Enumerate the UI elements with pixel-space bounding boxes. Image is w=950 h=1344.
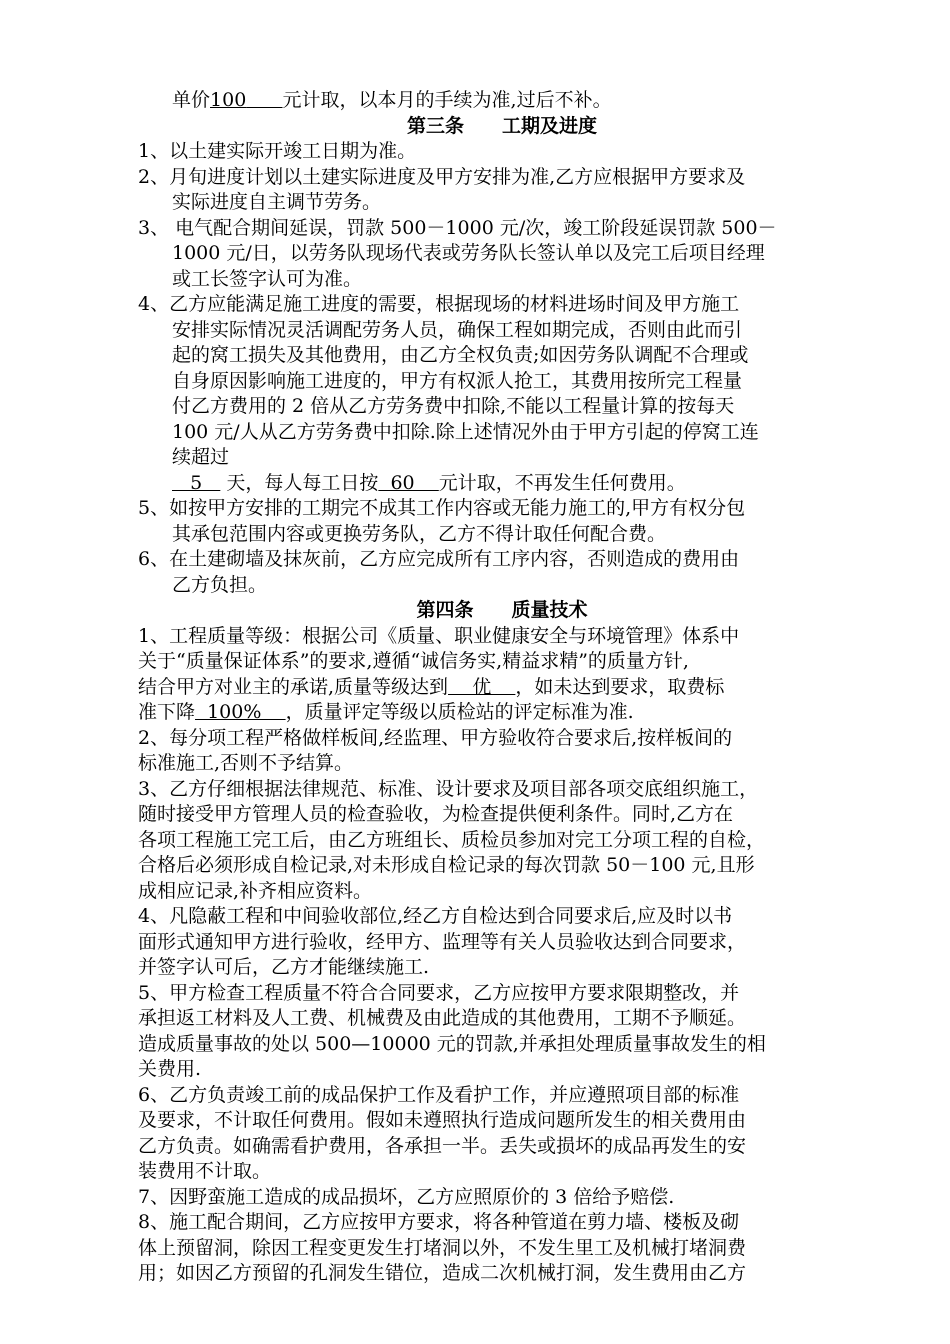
article-3-item-4: 4、乙方应能满足施工进度的需要，根据现场的材料进场时间及甲方施工 — [138, 293, 740, 315]
article-4-para-2-cont: 标准施工,否则不予结算。 — [138, 752, 354, 774]
article-4-para-3-cont: 各项工程施工完工后，由乙方班组长、质检员参加对完工分项工程的自检， — [138, 828, 766, 851]
article-4-para-4-cont: 面形式通知甲方进行验收，经甲方、监理等有关人员验收达到合同要求， — [138, 930, 747, 953]
article-4-para-6: 6、乙方负责竣工前的成品保护工作及看护工作，并应遵照项目部的标准 — [138, 1083, 740, 1106]
fee-reduction-field: 100% — [195, 701, 286, 723]
article-3-item-2: 2、月旬进度计划以土建实际进度及甲方安排为准,乙方应根据甲方要求及 — [138, 165, 746, 188]
daily-rate-field: 60 — [378, 471, 439, 494]
article-4-para-4-cont: 并签字认可后，乙方才能继续施工. — [138, 956, 430, 978]
article-4-para-6-cont: 乙方负责。如确需看护费用，各承担一半。丢失或损坏的成品再发生的安 — [138, 1134, 747, 1157]
article-3-item-3-cont: 1000 元/日，以劳务队现场代表或劳务队长签认单以及完工后项目经理 — [172, 242, 765, 264]
article-4-para-5-cont: 关费用. — [138, 1058, 202, 1080]
unit-price-value: 100 — [210, 89, 247, 111]
article-4-para-3: 3、乙方仔细根据法律规范、标准、设计要求及项目部各项交底组织施工， — [138, 777, 759, 800]
article-3-item-4-cont: 安排实际情况灵活调配劳务人员，确保工程如期完成，否则由此而引 — [172, 318, 743, 341]
article-4-para-6-cont: 及要求，不计取任何费用。假如未遵照执行造成问题所发生的相关费用由 — [138, 1109, 747, 1131]
article-3-item-1: 1、以土建实际开竣工日期为准。 — [138, 140, 417, 162]
article-4-para-8-cont: 用；如因乙方预留的孔洞发生错位，造成二次机械打洞，发生费用由乙方 — [138, 1262, 747, 1284]
article-4-para-1: 1、工程质量等级：根据公司《质量、职业健康安全与环境管理》体系中 — [138, 624, 740, 647]
article-3-item-2-cont: 实际进度自主调节劳务。 — [172, 191, 382, 213]
article-4-para-5-cont: 承担返工材料及人工费、机械费及由此造成的其他费用，工期不予顺延。 — [138, 1007, 747, 1029]
article-3-item-4-cont: 起的窝工损失及其他费用，由乙方全权负责;如因劳务队调配不合理或 — [172, 344, 749, 366]
article-3-item-5: 5、如按甲方安排的工期完不成其工作内容或无能力施工的,甲方有权分包 — [138, 497, 746, 519]
article-4-para-1-fee-line: 准下降 100% ，质量评定等级以质检站的评定标准为准. — [138, 701, 634, 723]
article-3-item-4-cont: 自身原因影响施工进度的，甲方有权派人抢工，其费用按所完工程量 — [172, 369, 743, 392]
article-4-para-1-grade-line: 结合甲方对业主的承诺,质量等级达到 优 ，如未达到要求，取费标 — [138, 675, 725, 698]
idle-days-field: 5 — [172, 471, 221, 494]
unit-price-prefix: 单价 — [172, 89, 211, 111]
article-4-para-4: 4、凡隐蔽工程和中间验收部位,经乙方自检达到合同要求后,应及时以书 — [138, 905, 733, 927]
article-4-para-3-cont: 随时接受甲方管理人员的检查验收，为检查提供便利条件。同时,乙方在 — [138, 803, 734, 825]
article-3-item-6-cont: 乙方负担。 — [172, 573, 268, 596]
quality-grade-field: 优 — [448, 675, 516, 698]
article-4-para-5: 5、甲方检查工程质量不符合合同要求，乙方应按甲方要求限期整改，并 — [138, 981, 740, 1004]
article-3-item-3: 3、 电气配合期间延误，罚款 500－1000 元/次，竣工阶段延误罚款 500－ — [138, 216, 777, 239]
article-4-para-3-cont: 成相应记录,补齐相应资料。 — [138, 879, 373, 902]
document-body — [138, 88, 866, 1287]
unit-price-line — [138, 88, 866, 114]
article-3-number: 第三条 — [406, 114, 464, 137]
article-4-title: 质量技术 — [511, 599, 588, 621]
article-3-item-5-cont: 其承包范围内容或更换劳务队，乙方不得计取任何配合费。 — [172, 522, 667, 545]
article-4-para-8: 8、施工配合期间，乙方应按甲方要求，将各种管道在剪力墙、楼板及砌 — [138, 1211, 740, 1233]
article-4-para-7: 7、因野蛮施工造成的成品损坏，乙方应照原价的 3 倍给予赔偿. — [138, 1185, 675, 1208]
article-4-para-1-cont: 关于“质量保证体系”的要求,遵循“诚信务实,精益求精”的质量方针, — [138, 650, 689, 672]
article-3-heading — [138, 114, 866, 140]
article-4-para-8-cont: 体上预留洞，除因工程变更发生打堵洞以外，不发生里工及机械打堵洞费 — [138, 1236, 747, 1259]
article-3-item-4-cont: 续超过 — [172, 446, 230, 468]
article-4-para-6-cont: 装费用不计取。 — [138, 1160, 272, 1182]
article-3-item-4-terms: 5 天，每人每工日按 60 元计取，不再发生任何费用。 — [172, 471, 686, 494]
article-3-item-3-cont: 或工长签字认可为准。 — [172, 267, 363, 290]
article-4-para-2: 2、每分项工程严格做样板间,经监理、甲方验收符合要求后,按样板间的 — [138, 726, 733, 749]
article-3-title: 工期及进度 — [502, 114, 598, 137]
article-4-para-5-cont: 造成质量事故的处以 500—10000 元的罚款,并承担处理质量事故发生的相 — [138, 1032, 766, 1055]
article-3-item-4-cont: 100 元/人从乙方劳务费中扣除.除上述情况外由于甲方引起的停窝工连 — [172, 420, 759, 443]
article-4-number: 第四条 — [416, 599, 474, 621]
article-4-para-3-cont: 合格后必须形成自检记录,对未形成自检记录的每次罚款 50－100 元,且形 — [138, 854, 755, 876]
article-3-item-4-cont: 付乙方费用的 2 倍从乙方劳务费中扣除,不能以工程量计算的按每天 — [172, 395, 735, 417]
article-4-heading — [138, 598, 866, 624]
article-3-item-6: 6、在土建砌墙及抹灰前，乙方应完成所有工序内容，否则造成的费用由 — [138, 548, 740, 570]
unit-price-suffix: 元计取，以本月的手续为准,过后不补。 — [282, 89, 612, 111]
